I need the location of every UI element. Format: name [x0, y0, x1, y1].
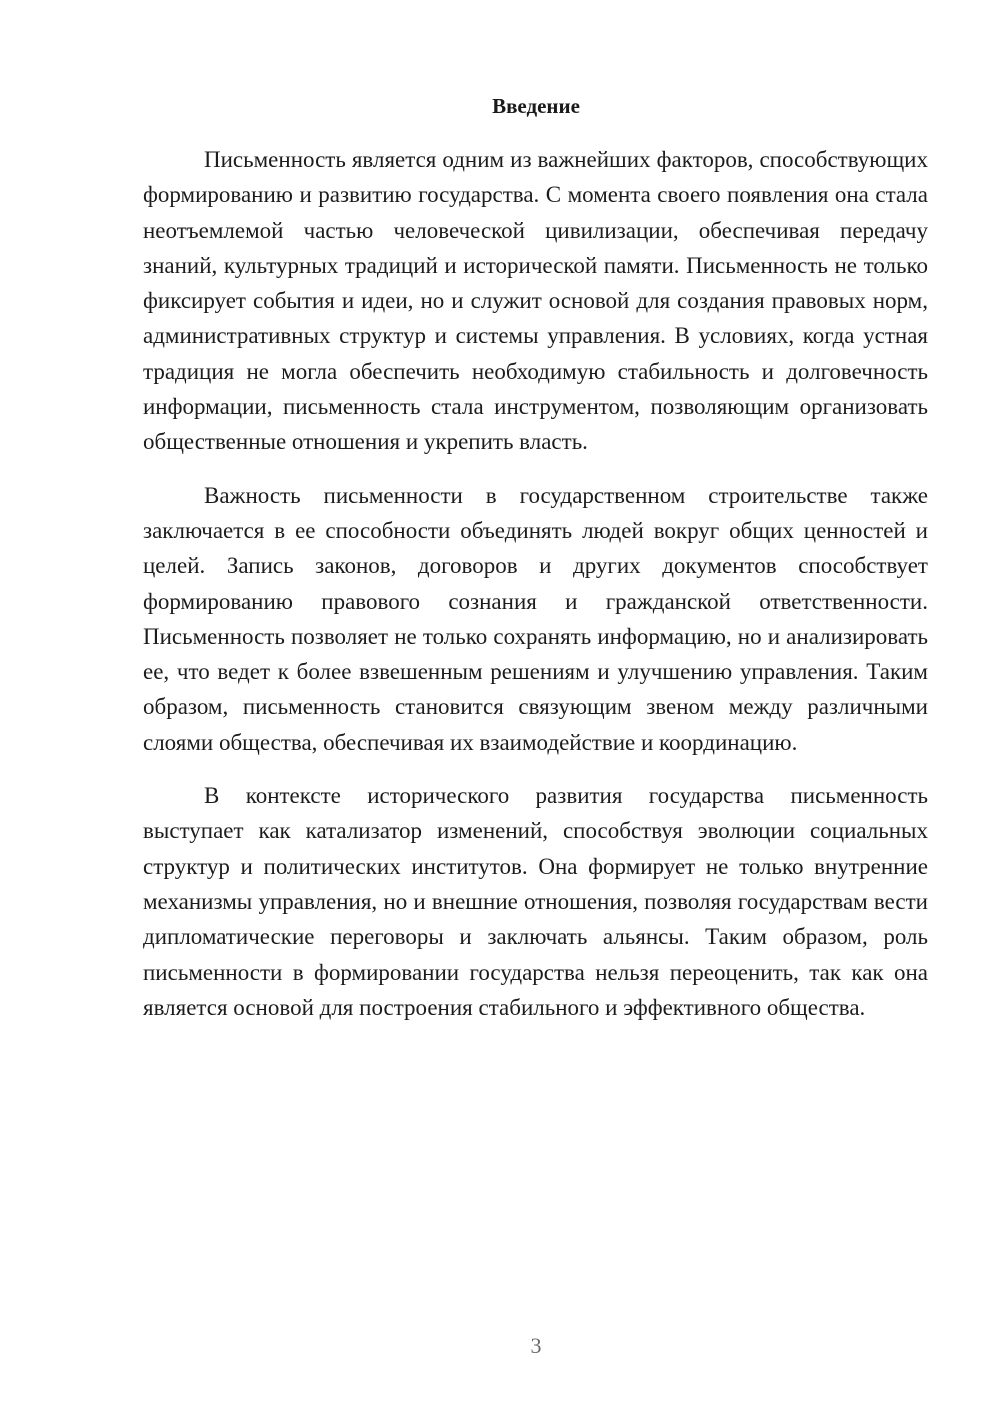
paragraph-2: Важность письменности в государственном строительстве также заключается в ее способности объединять людей вокруг общих ценностей и целей. Запись законов, договоров и других документов способствует формированию правового сознания и гражданской ответственности. Письменность позволяет не только сохранять информацию, но и анализировать ее, что ведет к более взвешенным решениям и улучшению управления. Таким образом, письменность становится связующим звеном между различными слоями общества, обеспечивая их взаимодействие и координацию.: [143, 482, 928, 755]
paragraph-1: Письменность является одним из важнейших факторов, способствующих формированию и развитию государства. С момента своего появления она стала неотъемлемой частью человеческой цивилизации, обеспечивая передачу знаний, культурных традиций и исторической памяти. Письменность не только фиксирует события и идеи, но и служит основой для создания правовых норм, административных структур и системы управления. В условиях, когда устная традиция не могла обеспечить необходимую стабильность и долговечность информации, письменность стала инструментом, позволяющим организовать общественные отношения и укрепить власть.: [143, 147, 928, 455]
page-number: 3: [530, 1333, 542, 1358]
body-text: [143, 142, 928, 1043]
paragraph-3: В контексте исторического развития государства письменность выступает как катализатор изменений, способствуя эволюции социальных структур и политических институтов. Она формирует не только внутренние механизмы управления, но и внешние отношения, позволяя государствам вести дипломатические переговоры и заключать альянсы. Таким образом, роль письменности в формировании государства нельзя переоценить, так как она является основой для построения стабильного и эффективного общества.: [143, 783, 928, 1020]
section-title: Введение: [492, 94, 580, 118]
